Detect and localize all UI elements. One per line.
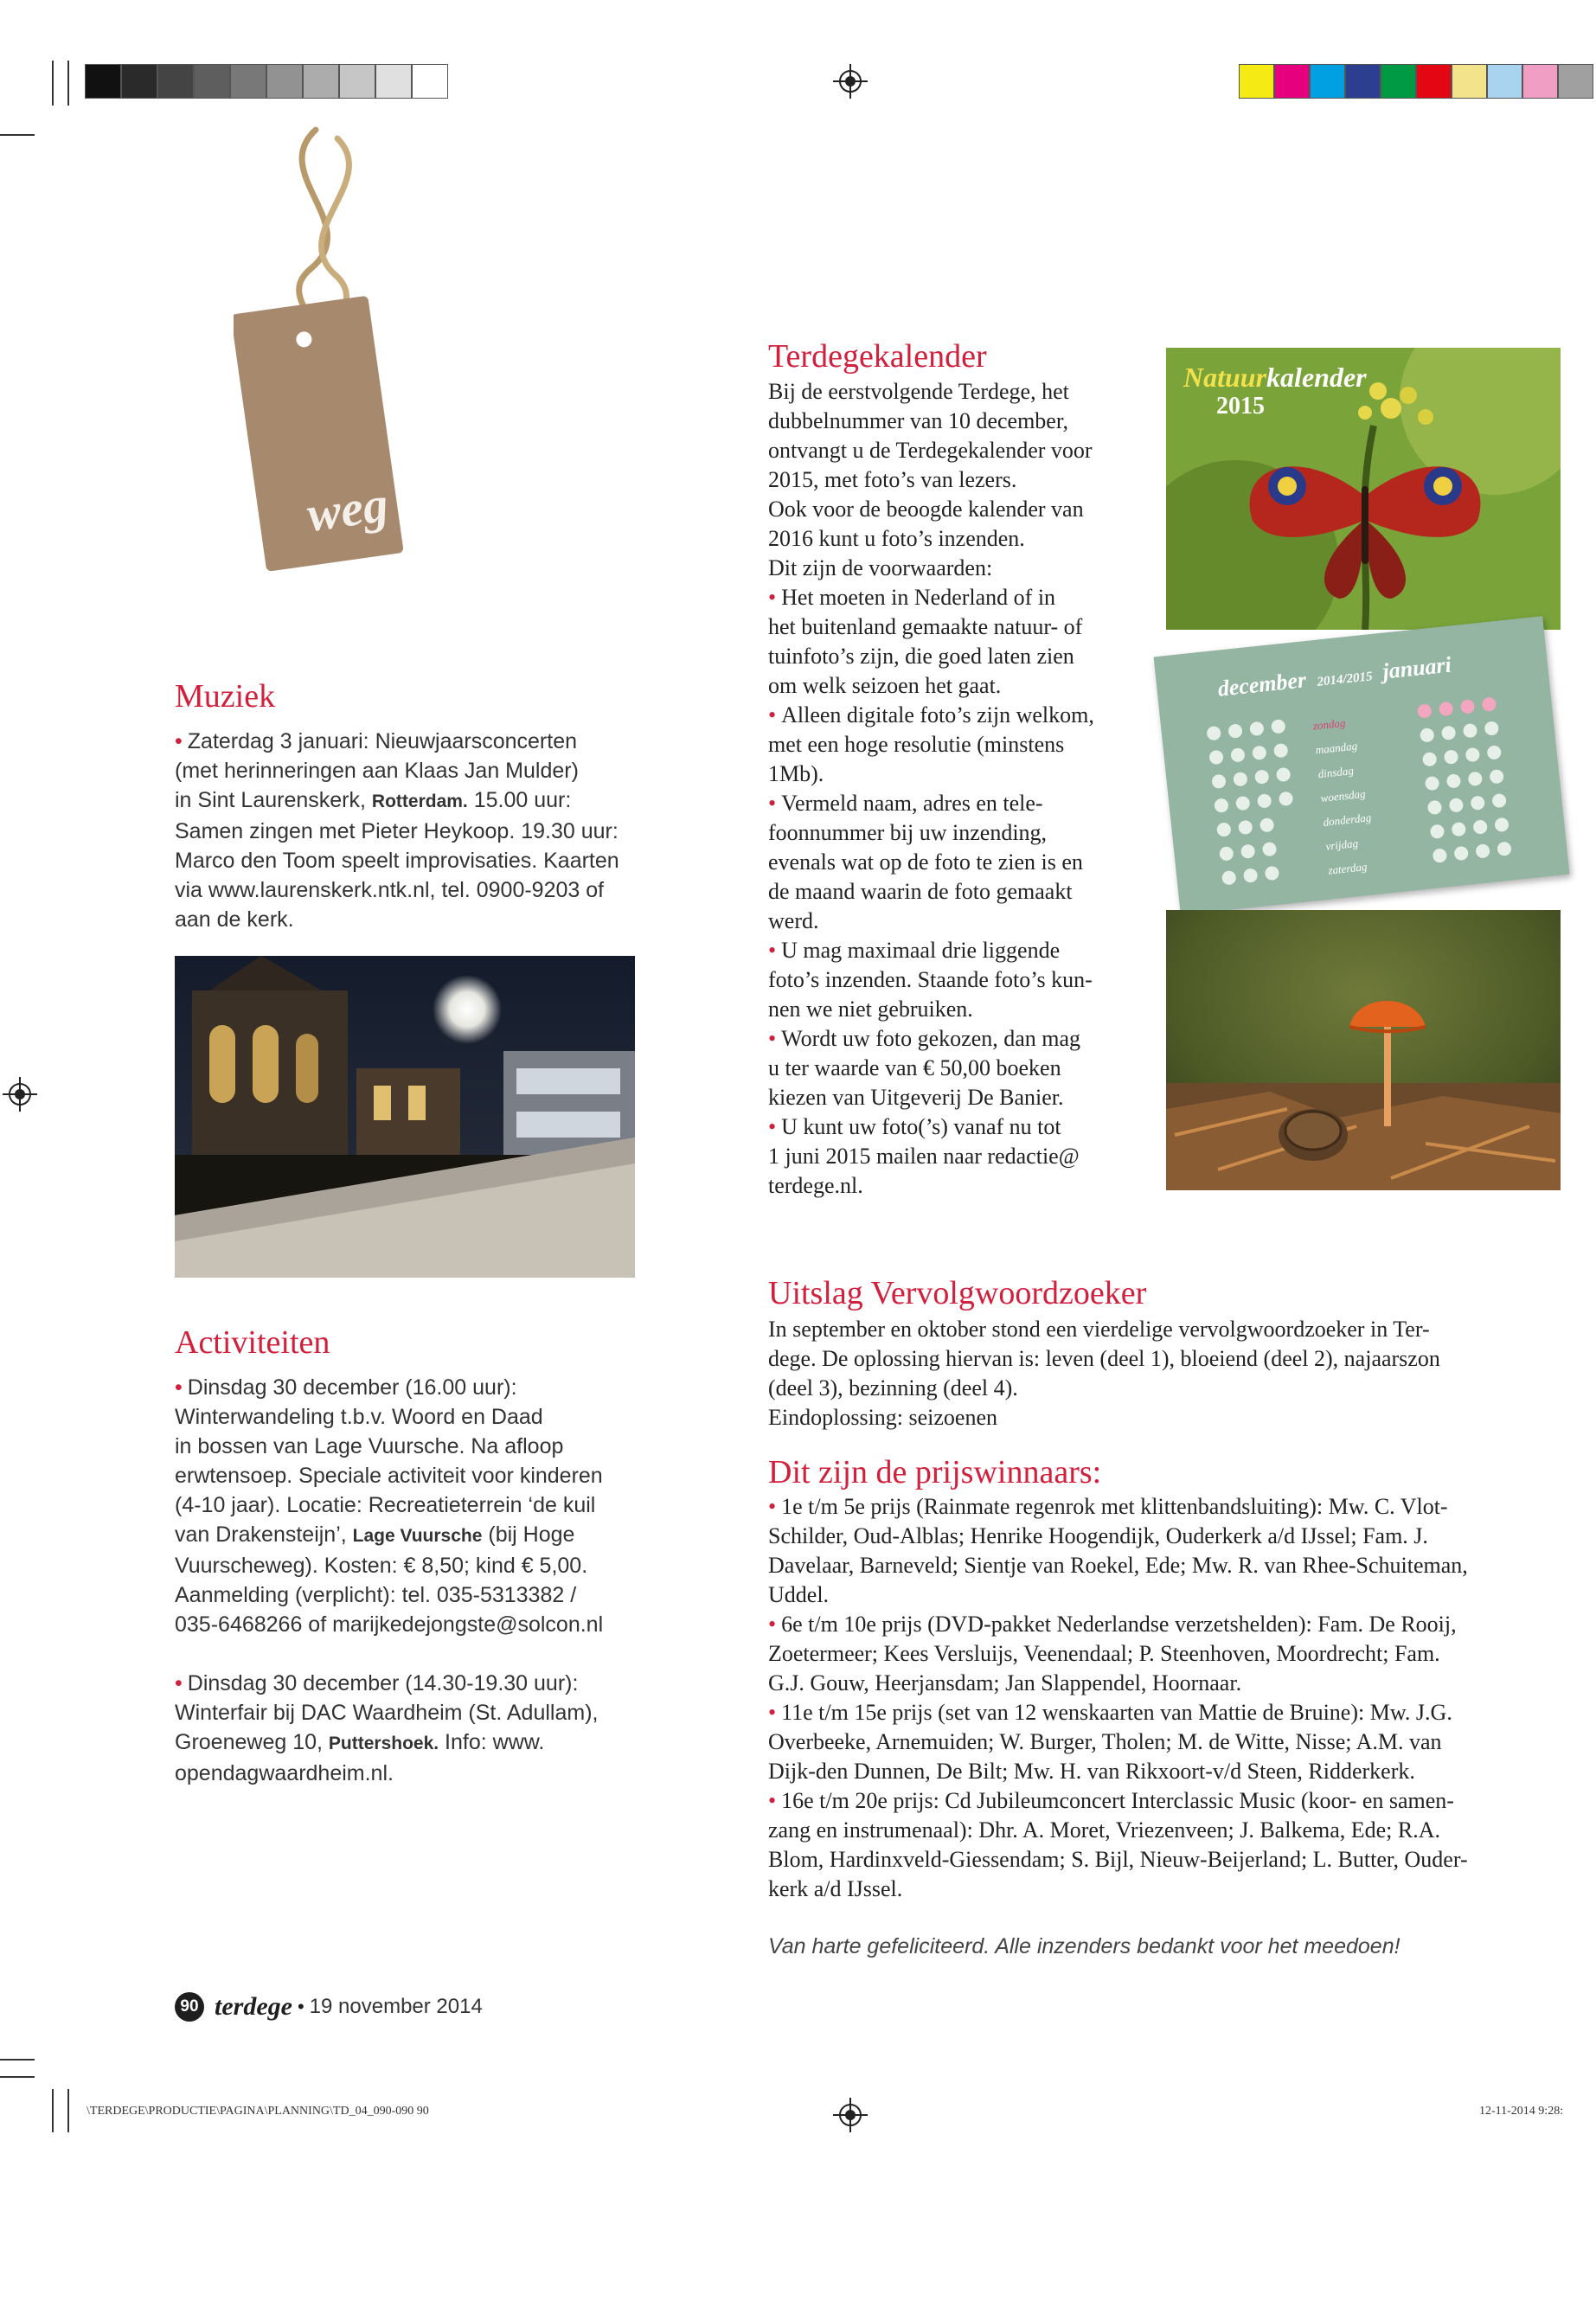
mushroom-photo [1166, 910, 1561, 1190]
winnaar-line: kerk a/d IJssel. [768, 1876, 903, 1901]
kalender-line: Ook voor de beoogde kalender van [768, 497, 1084, 522]
color-swatch [1522, 64, 1558, 99]
activiteit-line: 035-6468266 of marijkedejongste@solcon.nl [175, 1612, 604, 1637]
kalender-line: ontvangt u de Terdegekalender voor [768, 438, 1093, 463]
activiteit-line: (4-10 jaar). Locatie: Recreatieterrein ‘de kuil [175, 1493, 596, 1517]
activiteit-line: Vuurscheweg). Kosten: € 8,50; kind € 5,00. [175, 1554, 588, 1578]
muziek-line: aan de kerk. [175, 907, 294, 932]
cal-dots-right [1406, 689, 1535, 872]
kalender-cover-photo [1166, 348, 1561, 630]
cal-month-januari: januari [1381, 651, 1453, 684]
kalender-line: foonnummer bij uw inzending, [768, 820, 1048, 845]
color-swatch [339, 64, 375, 99]
activiteit-line: Winterfair bij DAC Waardheim (St. Adullam), [175, 1701, 599, 1725]
muziek-line: Marco den Toom speelt improvisaties. Kaarten [175, 849, 619, 873]
kalender-line: Dit zijn de voorwaarden: [768, 555, 993, 580]
kalender-line: 2016 kunt u foto’s inzenden. [768, 526, 1025, 551]
color-swatch [1381, 64, 1416, 99]
winnaar-line: • 1e t/m 5e prijs (Rainmate regenrok met klittenbandsluiting): Mw. C. Vlot- [768, 1492, 1529, 1522]
winnaars-heading: Dit zijn de prijswinnaars: [768, 1454, 1102, 1490]
cover-title: Natuurkalender [1183, 362, 1367, 393]
muziek-line: (met herinneringen aan Klaas Jan Mulder) [175, 759, 579, 783]
kalender-line: nen we niet gebruiken. [768, 997, 973, 1022]
registration-target-icon [3, 1077, 37, 1112]
winnaar-line: • 16e t/m 20e prijs: Cd Jubileumconcert Interclassic Music (koor- en samen- [768, 1786, 1529, 1816]
winnaar-line: • 11e t/m 15e prijs (set van 12 wenskaarten van Mattie de Bruine): Mw. J.G. [768, 1698, 1529, 1727]
muziek-line: via www.laurenskerk.ntk.nl, tel. 0900-9203 of [175, 878, 605, 902]
activiteit-line: • Dinsdag 30 december (16.00 uur): [175, 1373, 659, 1402]
winnaar-line: Zoetermeer; Kees Versluijs, Veenendaal; P. Steenhoven, Moordrecht; Fam. [768, 1641, 1440, 1666]
winnaar-line: Dijk-den Dunnen, De Bilt; Mw. H. van Rikxoort-v/d Steen, Ridderkerk. [768, 1759, 1415, 1784]
uitslag-line: (deel 3), bezinning (deel 4). [768, 1375, 1018, 1400]
winnaar-line: Overbeeke, Arnemuiden; W. Burger, Tholen; M. de Witte, Nisse; A.M. van [768, 1729, 1442, 1754]
page-number-badge: 90 [175, 1992, 204, 2022]
kalender-line: 1Mb). [768, 761, 824, 786]
kalender-line: • Alleen digitale foto’s zijn welkom, [768, 701, 1140, 730]
kalender-line: kiezen van Uitgeverij De Banier. [768, 1085, 1064, 1110]
color-swatch [1452, 64, 1487, 99]
muziek-line: Samen zingen met Pieter Heykoop. 19.30 uur: [175, 819, 619, 843]
uitslag-heading: Uitslag Vervolgwoordzoeker [768, 1275, 1147, 1311]
kalender-line: • U kunt uw foto(’s) vanaf nu tot [768, 1112, 1140, 1142]
cal-years: 2014/2015 [1316, 670, 1374, 689]
kalender-line: Bij de eerstvolgende Terdege, het [768, 379, 1069, 404]
color-swatch [121, 64, 157, 99]
kalender-line: dubbelnummer van 10 december, [768, 408, 1068, 433]
tag-label: weg [303, 475, 392, 543]
activiteit-line: opendagwaardheim.nl. [175, 1761, 394, 1785]
kalender-line: om welk seizoen het gaat. [768, 673, 1002, 698]
cal-day-label: woensdag [1319, 786, 1367, 805]
kalender-line: • Vermeld naam, adres en tele- [768, 789, 1140, 818]
color-swatch [1558, 64, 1593, 99]
activiteit-line: erwtensoep. Speciale activiteit voor kinderen [175, 1464, 603, 1488]
kalender-line: de maand waarin de foto gemaakt [768, 879, 1073, 904]
color-swatch [85, 64, 121, 99]
muziek-text [175, 727, 659, 934]
winnaars-text [768, 1492, 1529, 1904]
color-swatch [230, 64, 266, 99]
activiteiten-heading: Activiteiten [175, 1324, 330, 1361]
color-swatch [194, 64, 230, 99]
cal-day-column [1311, 709, 1377, 883]
winnaar-line: G.J. Gouw, Heerjansdam; Jan Slappendel, Hoornaar. [768, 1670, 1242, 1695]
kalender-line: • Het moeten in Nederland of in [768, 583, 1140, 612]
cal-day-label: vrijdag [1324, 836, 1359, 853]
color-swatch [1416, 64, 1452, 99]
kalender-line: met een hoge resolutie (minstens [768, 732, 1065, 757]
color-swatch [266, 64, 303, 99]
uitslag-line: In september en oktober stond een vierdelige vervolgwoordzoeker in Ter- [768, 1317, 1430, 1342]
print-footer-date: 12-11-2014 9:28: [1479, 2105, 1564, 2118]
muziek-line: • Zaterdag 3 januari: Nieuwjaarsconcerten [175, 727, 659, 756]
color-swatch [375, 64, 412, 99]
brand-logo: terdege [215, 1992, 292, 2021]
kalender-line: tuinfoto’s zijn, die goed laten zien [768, 644, 1074, 669]
kalender-line: evenals wat op de foto te zien is en [768, 849, 1083, 875]
color-swatch [1345, 64, 1381, 99]
footer-bullet: • [297, 1996, 304, 2017]
color-swatch [1239, 64, 1274, 99]
issue-date: 19 november 2014 [309, 1995, 483, 2018]
uitslag-text [768, 1315, 1529, 1433]
cal-day-label: donderdag [1322, 811, 1372, 829]
closing-note: Van harte gefeliciteerd. Alle inzenders bedankt voor het meedoen! [768, 1934, 1401, 1958]
winnaar-line: • 6e t/m 10e prijs (DVD-pakket Nederlandse verzetshelden): Fam. De Rooij, [768, 1610, 1529, 1639]
color-swatch [157, 64, 194, 99]
winnaar-line: zang en instrumenaal): Dhr. A. Moret, Vriezenveen; J. Balkema, Ede; R.A. [768, 1817, 1441, 1843]
winnaar-line: Davelaar, Barneveld; Sientje van Roekel, Ede; Mw. R. van Rhee-Schuiteman, [768, 1553, 1468, 1578]
activiteit-line: van Drakensteijn’, Lage Vuursche (bij Hoge [175, 1522, 575, 1547]
winnaar-line: Uddel. [768, 1582, 830, 1607]
color-swatch [1274, 64, 1310, 99]
winnaar-line: Blom, Hardinxveld-Giessendam; S. Bijl, Nieuw-Beijerland; L. Butter, Ouder- [768, 1847, 1468, 1872]
color-swatch [1487, 64, 1522, 99]
kalender-text [768, 377, 1140, 1201]
activiteit-line: Groeneweg 10, Puttershoek. Info: www. [175, 1730, 545, 1754]
kalender-line: werd. [768, 908, 819, 933]
muziek-line: in Sint Laurenskerk, Rotterdam. 15.00 uur: [175, 788, 572, 812]
activiteit-line: • Dinsdag 30 december (14.30-19.30 uur): [175, 1669, 659, 1698]
cal-day-label: zaterdag [1327, 860, 1368, 877]
print-footer-path: \TERDEGE\PRODUCTIE\PAGINA\PLANNING\TD_04_090-090 90 [87, 2105, 429, 2118]
activiteit-line: in bossen van Lage Vuursche. Na afloop [175, 1434, 564, 1458]
kalender-line: u ter waarde van € 50,00 boeken [768, 1055, 1061, 1080]
kalender-line: foto’s inzenden. Staande foto’s kun- [768, 967, 1093, 992]
cal-month-december: december [1216, 667, 1308, 702]
church-night-photo [175, 956, 635, 1278]
kalender-line: 2015, met foto’s van lezers. [768, 467, 1017, 492]
kalender-line: het buitenland gemaakte natuur- of [768, 614, 1083, 639]
activiteit-line: Aanmelding (verplicht): tel. 035-5313382 / [175, 1583, 577, 1607]
kalender-line: 1 juni 2015 mailen naar redactie@ [768, 1144, 1080, 1169]
activiteiten-text [175, 1373, 659, 1788]
cal-dots-left [1195, 711, 1317, 894]
kalender-heading: Terdegekalender [768, 338, 987, 375]
kalender-line: • Wordt uw foto gekozen, dan mag [768, 1024, 1140, 1054]
color-swatch [412, 64, 448, 99]
winnaar-line: Schilder, Oud-Alblas; Henrike Hoogendijk, Ouderkerk a/d IJssel; Fam. J. [768, 1523, 1428, 1548]
registration-target-icon [833, 2098, 868, 2132]
muziek-heading: Muziek [175, 678, 276, 715]
cal-day-label: maandag [1315, 739, 1358, 757]
cal-day-label: dinsdag [1317, 764, 1355, 781]
kalender-line: • U mag maximaal drie liggende [768, 936, 1140, 965]
uitslag-line: Eindoplossing: seizoenen [768, 1405, 998, 1430]
registration-target-icon [833, 64, 868, 99]
uitslag-line: dege. De oplossing hiervan is: leven (deel 1), bloeiend (deel 2), najaarszon [768, 1346, 1440, 1371]
cover-year: 2015 [1216, 393, 1265, 420]
color-swatch [1310, 64, 1345, 99]
kalender-page-mockup [1166, 636, 1561, 895]
kalender-line: terdege.nl. [768, 1173, 863, 1198]
color-swatch [303, 64, 339, 99]
cal-day-label: zondag [1312, 715, 1347, 733]
cal-header [1216, 652, 1452, 702]
activiteit-line: Winterwandeling t.b.v. Woord en Daad [175, 1405, 543, 1429]
page-footer [175, 1991, 483, 2022]
